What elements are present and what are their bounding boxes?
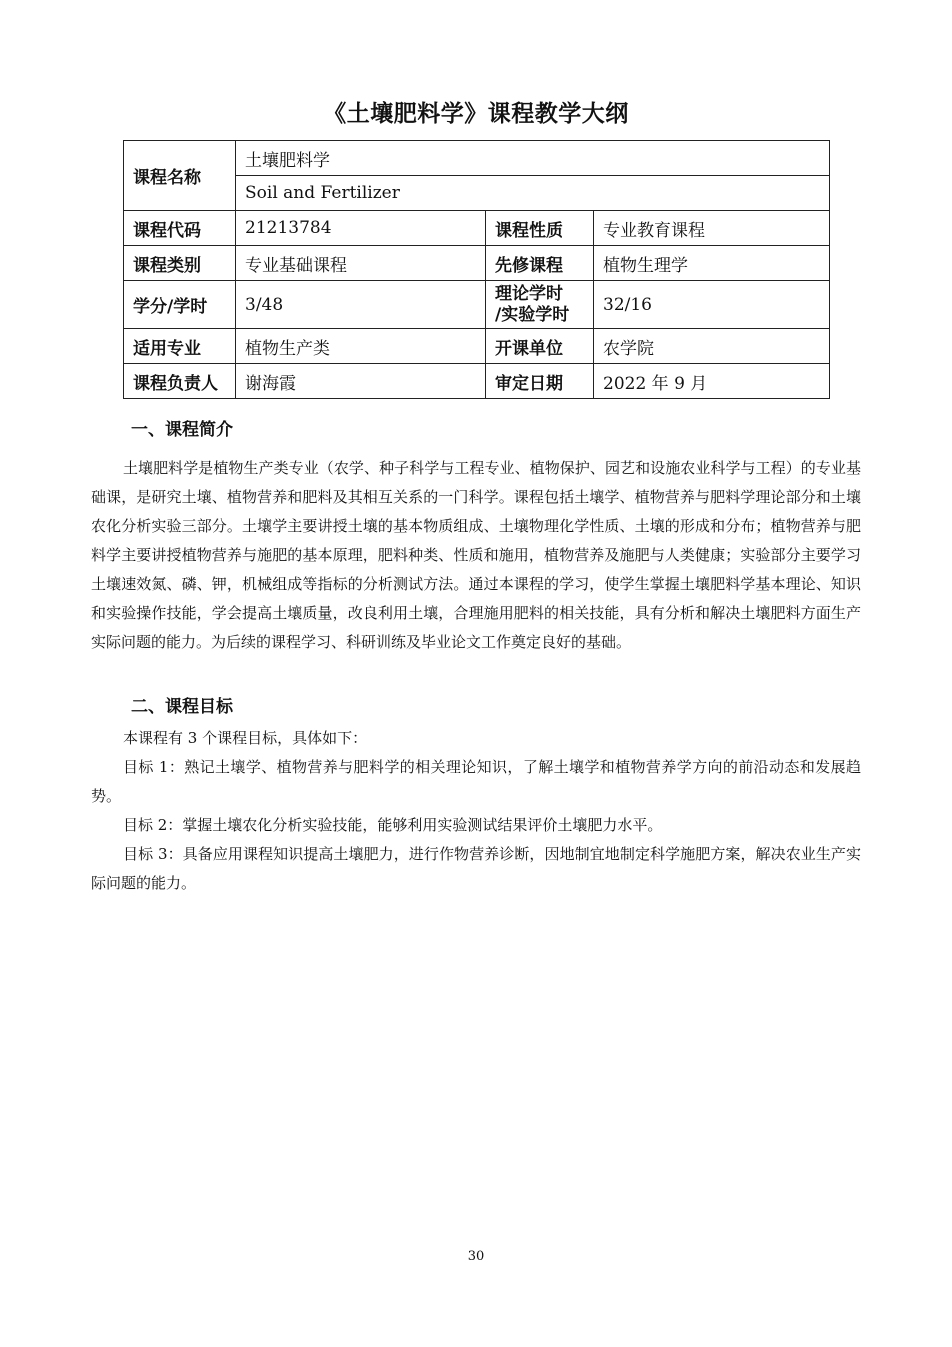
- course-category-value: 专业基础课程: [236, 246, 486, 281]
- page-number: 30: [467, 1249, 485, 1264]
- course-name-en: Soil and Fertilizer: [236, 176, 830, 211]
- theory-lab-value: 32/16: [594, 281, 830, 329]
- department-value: 农学院: [594, 329, 830, 364]
- owner-label: 课程负责人: [124, 364, 236, 399]
- department-label: 开课单位: [486, 329, 594, 364]
- major-label: 适用专业: [124, 329, 236, 364]
- table-row: [124, 329, 830, 364]
- table-row: [124, 246, 830, 281]
- course-name-cn: 土壤肥料学: [236, 141, 830, 176]
- goal-item-1: 目标 1：熟记土壤学、植物营养与肥料学的相关理论知识，了解土壤学和植物营养学方向的前沿动态和发展趋势。: [91, 758, 861, 805]
- prerequisite-value: 植物生理学: [594, 246, 830, 281]
- goal-item-2: 目标 2：掌握土壤农化分析实验技能，能够利用实验测试结果评价土壤肥力水平。: [123, 816, 663, 834]
- table-row: [124, 281, 830, 329]
- table-row: [124, 141, 830, 176]
- course-name-label: 课程名称: [124, 141, 236, 211]
- section-heading-intro: 一、课程简介: [131, 420, 233, 440]
- course-code-label: 课程代码: [124, 211, 236, 246]
- theory-lab-label: [486, 281, 594, 329]
- course-nature-value: 专业教育课程: [594, 211, 830, 246]
- course-info-table: [123, 140, 830, 399]
- credit-value: 3/48: [236, 281, 486, 329]
- course-code-value: 21213784: [236, 211, 486, 246]
- course-category-label: 课程类别: [124, 246, 236, 281]
- major-value: 植物生产类: [236, 329, 486, 364]
- table-row: [124, 364, 830, 399]
- course-intro-paragraph: 土壤肥料学是植物生产类专业（农学、种子科学与工程专业、植物保护、园艺和设施农业科学与工程）的专业基础课，是研究土壤、植物营养和肥料及其相互关系的一门科学。课程包括土壤学、植物营养与肥料学理论部分和土壤农化分析实验三部分。土壤学主要讲授土壤的基本物质组成、土壤物理化学性质、土壤的形成和分布；植物营养与肥料学主要讲授植物营养与施肥的基本原理，肥料种类、性质和施用，植物营养及施肥与人类健康；实验部分主要学习土壤速效氮、磷、钾，机械组成等指标的分析测试方法。通过本课程的学习，使学生掌握土壤肥料学基本理论、知识和实验操作技能，学会提高土壤质量，改良利用土壤，合理施用肥料的相关技能，具有分析和解决土壤肥料方面生产实际问题的能力。为后续的课程学习、科研训练及毕业论文工作奠定良好的基础。: [91, 459, 861, 651]
- approval-date-value: 2022 年 9 月: [594, 364, 830, 399]
- page-title: 《土壤肥料学》课程教学大纲: [323, 101, 629, 127]
- prerequisite-label: 先修课程: [486, 246, 594, 281]
- approval-date-label: 审定日期: [486, 364, 594, 399]
- credit-label: 学分/学时: [124, 281, 236, 329]
- table-row: [124, 211, 830, 246]
- theory-lab-label-line1: 理论学时: [495, 283, 563, 304]
- owner-value: 谢海霞: [236, 364, 486, 399]
- goal-item-3: 目标 3：具备应用课程知识提高土壤肥力，进行作物营养诊断，因地制宜地制定科学施肥方案，解决农业生产实际问题的能力。: [91, 845, 861, 892]
- goals-intro: 本课程有 3 个课程目标，具体如下：: [123, 729, 368, 747]
- section-heading-goals: 二、课程目标: [131, 697, 233, 717]
- course-nature-label: 课程性质: [486, 211, 594, 246]
- theory-lab-label-line2: /实验学时: [495, 304, 570, 325]
